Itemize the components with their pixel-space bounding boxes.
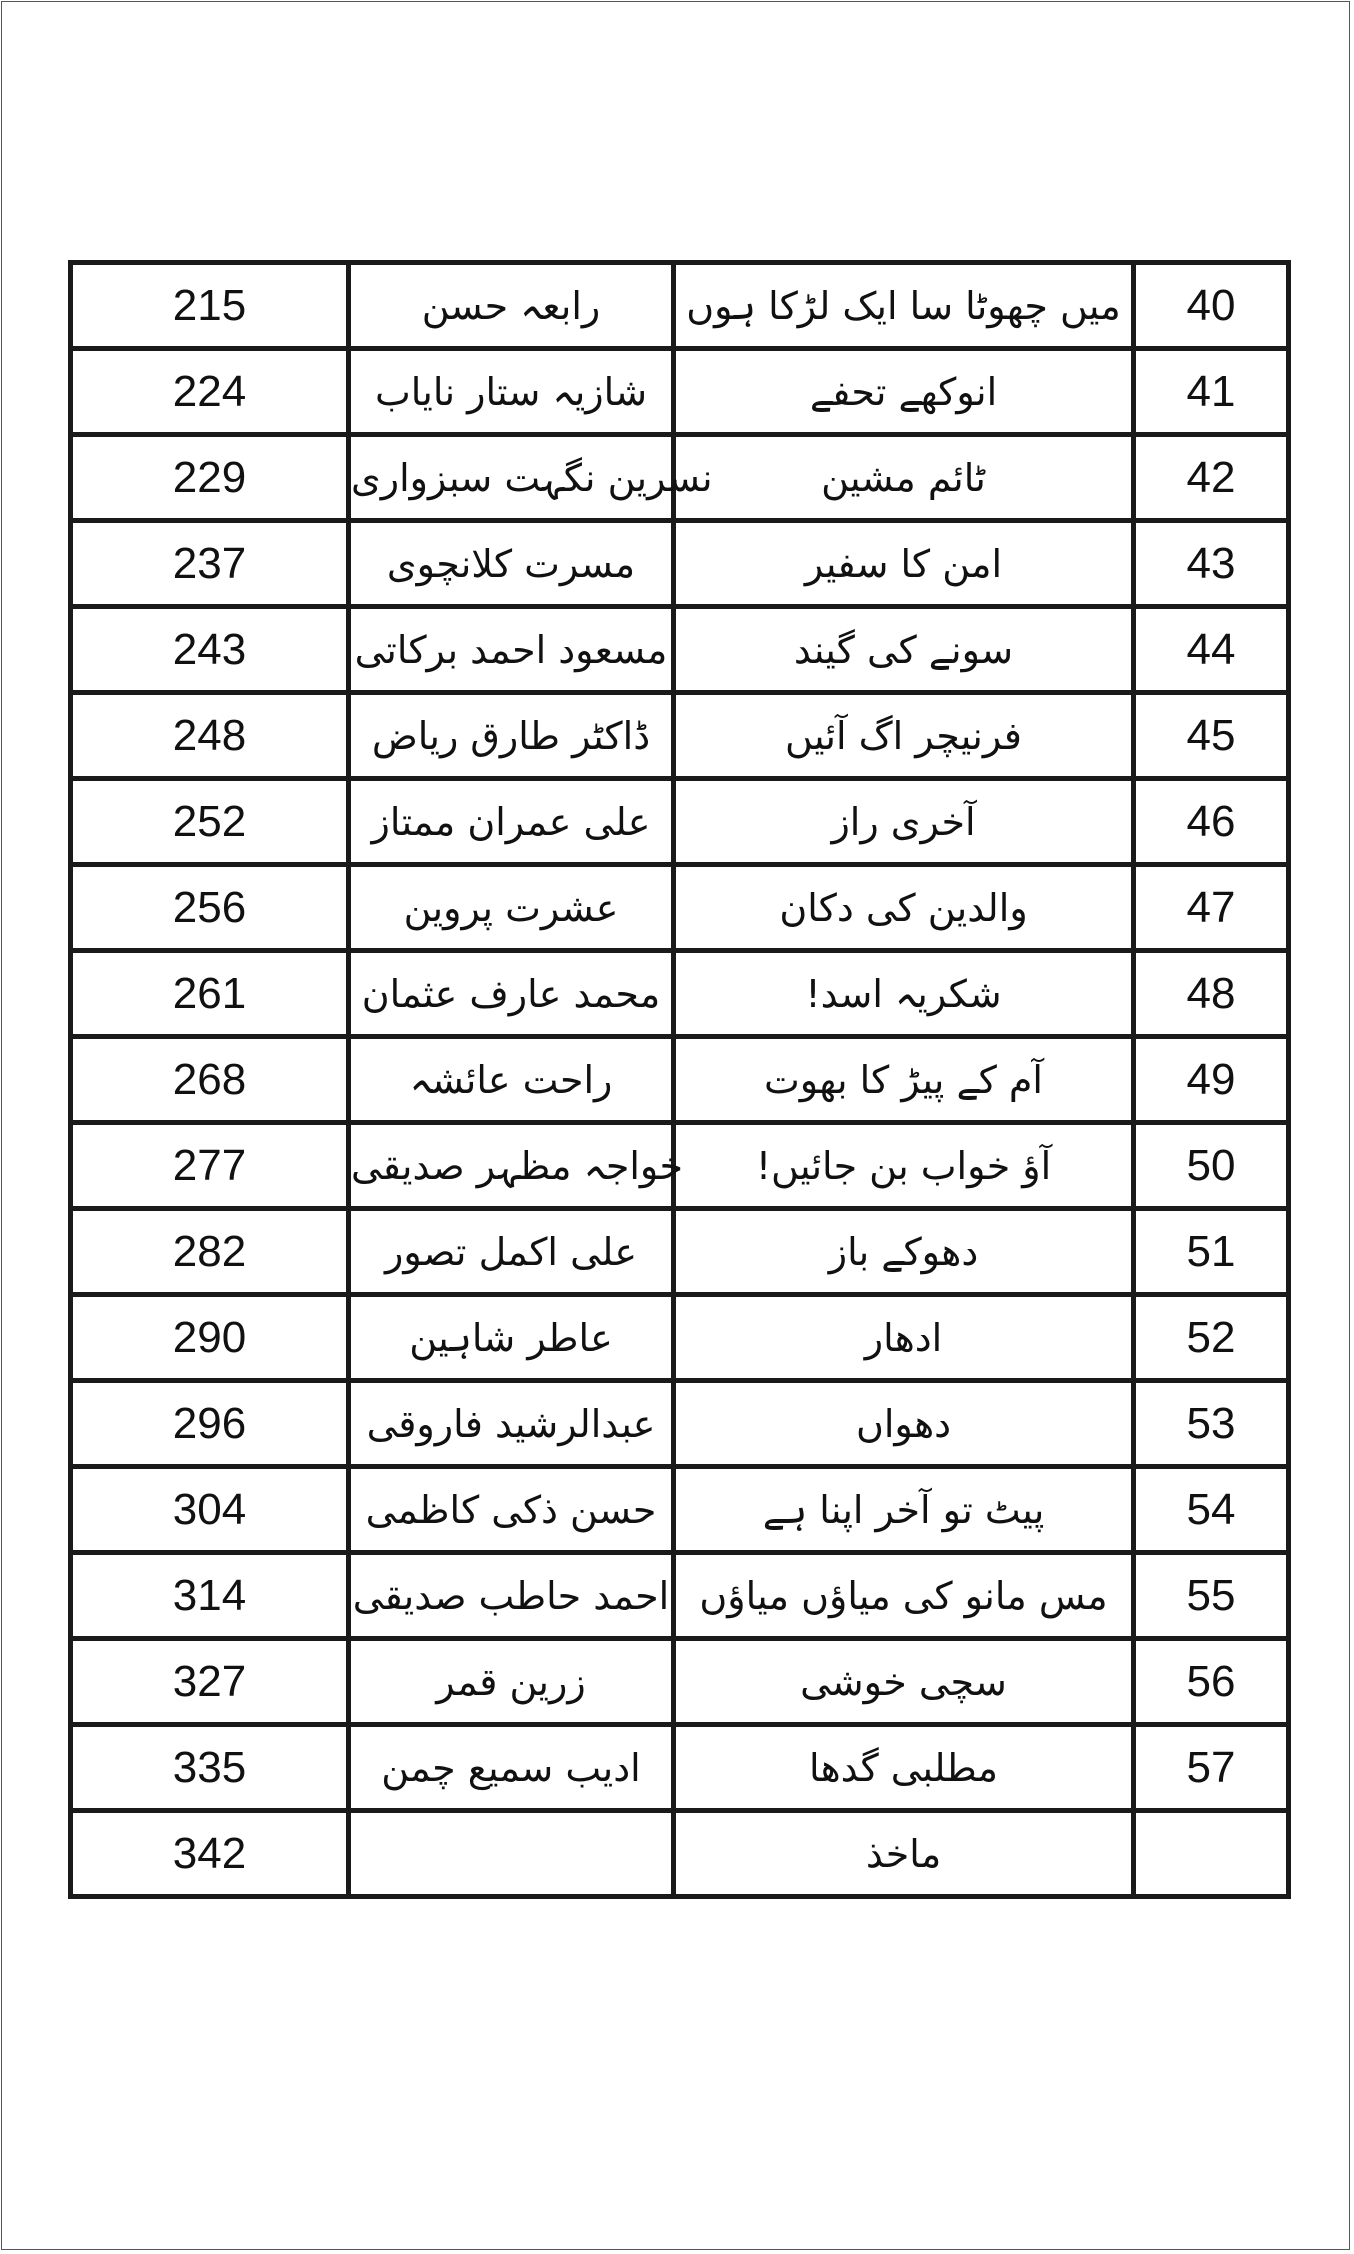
author-cell (349, 1295, 674, 1381)
title-text: آؤ خواب بن جائیں! (755, 1143, 1052, 1188)
table-row (71, 1811, 1289, 1897)
author-text: زرین قمر (436, 1659, 586, 1704)
title-text: میں چھوٹا سا ایک لڑکا ہوں (686, 283, 1121, 328)
title-cell (674, 1295, 1134, 1381)
page-number-cell (71, 693, 349, 779)
author-text: علی اکمل تصور (385, 1229, 637, 1274)
serial-number-text: 51 (1186, 1226, 1236, 1276)
page-number-text: 277 (172, 1140, 247, 1190)
page-number-text: 314 (172, 1570, 247, 1620)
title-cell (674, 263, 1134, 349)
page-number-cell (71, 1811, 349, 1897)
serial-number-text: 54 (1186, 1484, 1236, 1534)
title-cell (674, 1639, 1134, 1725)
table-row (71, 607, 1289, 693)
author-cell (349, 263, 674, 349)
title-cell (674, 1553, 1134, 1639)
author-text: علی عمران ممتاز (371, 799, 651, 844)
title-text: پیٹ تو آخر اپنا ہے (762, 1487, 1045, 1532)
page-number-cell (71, 263, 349, 349)
page-number-text: 304 (172, 1484, 247, 1534)
page-number-cell (71, 1123, 349, 1209)
page-number-text: 256 (172, 882, 247, 932)
author-text: مسعود احمد برکاتی (354, 627, 668, 672)
page-number-cell (71, 1725, 349, 1811)
page-number-text: 229 (172, 452, 247, 502)
page-number-text: 243 (172, 624, 247, 674)
serial-number-cell (1134, 1553, 1289, 1639)
author-text: احمد حاطب صدیقی (352, 1573, 670, 1618)
table-row (71, 1123, 1289, 1209)
page-number-cell (71, 1553, 349, 1639)
title-text: ماخذ (865, 1831, 942, 1876)
page-number-text: 268 (172, 1054, 247, 1104)
serial-number-cell (1134, 1639, 1289, 1725)
author-cell (349, 1811, 674, 1897)
page-number-cell (71, 435, 349, 521)
serial-number-text: 57 (1186, 1742, 1236, 1792)
page-number-text: 224 (172, 366, 247, 416)
author-cell (349, 1209, 674, 1295)
page-number-text: 327 (172, 1656, 247, 1706)
table-row (71, 349, 1289, 435)
title-cell (674, 1123, 1134, 1209)
serial-number-cell (1134, 1725, 1289, 1811)
serial-number-text: 44 (1186, 624, 1236, 674)
serial-number-cell (1134, 693, 1289, 779)
table-row (71, 263, 1289, 349)
serial-number-text: 40 (1186, 280, 1236, 330)
page-number-cell (71, 349, 349, 435)
table-row (71, 865, 1289, 951)
serial-number-cell (1134, 865, 1289, 951)
title-cell (674, 1811, 1134, 1897)
serial-number-text: 42 (1186, 452, 1236, 502)
toc-body (71, 263, 1289, 1897)
author-cell (349, 1123, 684, 1209)
title-cell (674, 607, 1134, 693)
author-text: خواجہ مظہر صدیقی (351, 1143, 684, 1188)
author-cell (349, 1639, 674, 1725)
table-row (71, 1037, 1289, 1123)
serial-number-text: 41 (1186, 366, 1236, 416)
serial-number-cell (1134, 1467, 1289, 1553)
author-cell (349, 1553, 674, 1639)
serial-number-cell (1134, 349, 1289, 435)
table-row (71, 1295, 1289, 1381)
title-cell (674, 865, 1134, 951)
page-number-cell (71, 779, 349, 865)
table-row (71, 693, 1289, 779)
page-number-text: 248 (172, 710, 247, 760)
serial-number-cell (1134, 263, 1289, 349)
serial-number-cell (1134, 1037, 1289, 1123)
author-text: عشرت پروین (403, 885, 619, 930)
serial-number-cell (1134, 1295, 1289, 1381)
title-text: سونے کی گیند (793, 627, 1014, 672)
serial-number-cell (1134, 779, 1289, 865)
title-cell (674, 435, 1134, 521)
serial-number-cell (1134, 1381, 1289, 1467)
title-text: فرنیچر اگ آئیں (785, 713, 1022, 758)
serial-number-text: 48 (1186, 968, 1236, 1018)
serial-number-text: 56 (1186, 1656, 1236, 1706)
author-cell (349, 865, 674, 951)
author-text: عبدالرشید فاروقی (366, 1401, 656, 1446)
author-cell (349, 1467, 674, 1553)
page-number-cell (71, 521, 349, 607)
table-row (71, 1553, 1289, 1639)
title-text: شکریہ اسد! (805, 971, 1002, 1016)
title-cell (674, 521, 1134, 607)
author-text: حسن ذکی کاظمی (365, 1487, 657, 1532)
serial-number-text: 55 (1186, 1570, 1236, 1620)
serial-number-text: 49 (1186, 1054, 1236, 1104)
title-text: مطلبی گدھا (809, 1745, 998, 1790)
page-number-cell (71, 1639, 349, 1725)
page-number-text: 290 (172, 1312, 247, 1362)
table-row (71, 1209, 1289, 1295)
author-cell (349, 521, 674, 607)
serial-number-cell (1134, 521, 1289, 607)
page-number-text: 282 (172, 1226, 247, 1276)
page-number-text: 252 (172, 796, 247, 846)
table-row (71, 951, 1289, 1037)
title-text: امن کا سفیر (804, 541, 1003, 586)
page-number-text: 342 (172, 1828, 247, 1878)
serial-number-text: 47 (1186, 882, 1236, 932)
table-row (71, 779, 1289, 865)
title-text: مس مانو کی میاؤں میاؤں (699, 1573, 1108, 1618)
title-text: ادھار (864, 1315, 943, 1360)
page-number-text: 296 (172, 1398, 247, 1448)
page-number-cell (71, 1467, 349, 1553)
author-text: مسرت کلانچوی (386, 541, 636, 586)
table-row (71, 435, 1289, 521)
title-text: ٹائم مشین (821, 455, 986, 500)
title-cell (674, 1381, 1134, 1467)
title-text: والدین کی دکان (779, 885, 1028, 930)
page-number-text: 261 (172, 968, 247, 1018)
serial-number-cell (1134, 1209, 1289, 1295)
serial-number-text: 52 (1186, 1312, 1236, 1362)
page-number-cell (71, 1295, 349, 1381)
page-number-text: 335 (172, 1742, 247, 1792)
title-cell (674, 779, 1134, 865)
author-text: ڈاکٹر طارق ریاض (371, 713, 651, 758)
serial-number-cell (1134, 951, 1289, 1037)
page-number-cell (71, 1037, 349, 1123)
page-number-cell (71, 1209, 349, 1295)
title-text: سچی خوشی (800, 1659, 1007, 1704)
page-number-cell (71, 607, 349, 693)
serial-number-text: 43 (1186, 538, 1236, 588)
title-cell (674, 1037, 1134, 1123)
author-cell (349, 693, 674, 779)
table-row (71, 1467, 1289, 1553)
table-row (71, 1725, 1289, 1811)
title-cell (674, 1467, 1134, 1553)
author-cell (349, 435, 713, 521)
author-text: راحت عائشہ (409, 1057, 613, 1102)
table-row (71, 1639, 1289, 1725)
title-text: آخری راز (831, 799, 976, 844)
author-text: شازیہ ستار نایاب (374, 369, 648, 414)
page-number-text: 237 (172, 538, 247, 588)
serial-number-text: 45 (1186, 710, 1236, 760)
serial-number-cell (1134, 435, 1289, 521)
author-text: ادیب سمیع چمن (381, 1745, 641, 1790)
author-cell (349, 1725, 674, 1811)
title-text: آم کے پیڑ کا بھوت (764, 1057, 1043, 1102)
title-cell (674, 693, 1134, 779)
title-cell (674, 951, 1134, 1037)
author-cell (349, 607, 674, 693)
page-number-cell (71, 865, 349, 951)
author-cell (349, 779, 674, 865)
title-text: دھوکے باز (828, 1229, 979, 1274)
serial-number-cell (1134, 607, 1289, 693)
page-number-text: 215 (172, 280, 247, 330)
page-number-cell (71, 951, 349, 1037)
title-cell (674, 349, 1134, 435)
page-number-cell (71, 1381, 349, 1467)
title-text: دھواں (855, 1401, 952, 1446)
author-text: عاطر شاہین (409, 1315, 613, 1360)
author-cell (349, 951, 674, 1037)
author-text: نسرین نگہت سبزواری (351, 455, 713, 500)
table-of-contents (68, 260, 1291, 1899)
title-text: انوکھے تحفے (809, 369, 998, 414)
table-row (71, 1381, 1289, 1467)
serial-number-text: 46 (1186, 796, 1236, 846)
table-row (71, 521, 1289, 607)
author-cell (349, 1381, 674, 1467)
title-cell (674, 1209, 1134, 1295)
serial-number-cell (1134, 1811, 1289, 1897)
author-cell (349, 349, 674, 435)
author-cell (349, 1037, 674, 1123)
author-text: رابعہ حسن (421, 283, 601, 328)
serial-number-text: 53 (1186, 1398, 1236, 1448)
serial-number-text: 50 (1186, 1140, 1236, 1190)
author-text: محمد عارف عثمان (361, 971, 661, 1016)
serial-number-cell (1134, 1123, 1289, 1209)
title-cell (674, 1725, 1134, 1811)
